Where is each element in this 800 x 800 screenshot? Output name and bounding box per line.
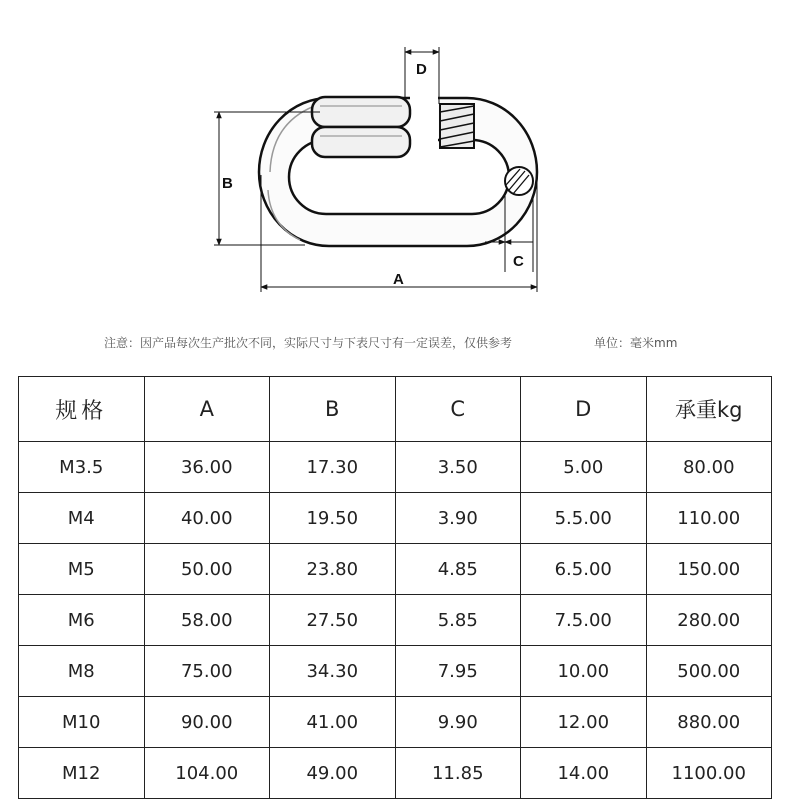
header-b: B bbox=[270, 377, 396, 442]
table-row bbox=[19, 697, 772, 748]
cell-b: 17.30 bbox=[270, 442, 396, 493]
cell-load: 280.00 bbox=[646, 595, 772, 646]
cell-d: 6.5.00 bbox=[521, 544, 647, 595]
cell-d: 12.00 bbox=[521, 697, 647, 748]
cell-load: 150.00 bbox=[646, 544, 772, 595]
cell-load: 880.00 bbox=[646, 697, 772, 748]
cell-a: 90.00 bbox=[144, 697, 270, 748]
table-row bbox=[19, 442, 772, 493]
disclaimer-note: 注意：因产品每次生产批次不同，实际尺寸与下表尺寸有一定误差，仅供参考 bbox=[104, 336, 513, 350]
cell-c: 3.50 bbox=[395, 442, 521, 493]
cell-d: 7.5.00 bbox=[521, 595, 647, 646]
label-c: C bbox=[513, 253, 524, 270]
label-a: A bbox=[393, 271, 404, 288]
cell-a: 104.00 bbox=[144, 748, 270, 799]
cell-c: 11.85 bbox=[395, 748, 521, 799]
cell-spec: M6 bbox=[19, 595, 145, 646]
header-d: D bbox=[521, 377, 647, 442]
cell-d: 14.00 bbox=[521, 748, 647, 799]
quick-link-diagram bbox=[0, 0, 800, 310]
cell-b: 41.00 bbox=[270, 697, 396, 748]
cell-c: 4.85 bbox=[395, 544, 521, 595]
cell-a: 58.00 bbox=[144, 595, 270, 646]
table-header-row bbox=[19, 377, 772, 442]
cell-d: 5.5.00 bbox=[521, 493, 647, 544]
cell-d: 5.00 bbox=[521, 442, 647, 493]
table-row bbox=[19, 748, 772, 799]
cell-spec: M8 bbox=[19, 646, 145, 697]
header-spec: 规格 bbox=[19, 377, 145, 442]
table-row bbox=[19, 493, 772, 544]
cell-b: 19.50 bbox=[270, 493, 396, 544]
cell-b: 27.50 bbox=[270, 595, 396, 646]
nut-sleeve bbox=[312, 97, 410, 157]
cell-a: 36.00 bbox=[144, 442, 270, 493]
cell-load: 500.00 bbox=[646, 646, 772, 697]
cell-spec: M3.5 bbox=[19, 442, 145, 493]
table-row bbox=[19, 595, 772, 646]
table-row bbox=[19, 646, 772, 697]
header-load: 承重kg bbox=[646, 377, 772, 442]
label-b: B bbox=[222, 175, 233, 192]
cell-spec: M5 bbox=[19, 544, 145, 595]
table-row bbox=[19, 544, 772, 595]
header-a: A bbox=[144, 377, 270, 442]
wire-cross-section bbox=[505, 167, 533, 195]
cell-c: 7.95 bbox=[395, 646, 521, 697]
header-c: C bbox=[395, 377, 521, 442]
unit-note: 单位：毫米mm bbox=[594, 336, 678, 350]
cell-spec: M12 bbox=[19, 748, 145, 799]
cell-spec: M4 bbox=[19, 493, 145, 544]
spec-table bbox=[18, 376, 772, 799]
cell-b: 23.80 bbox=[270, 544, 396, 595]
cell-load: 1100.00 bbox=[646, 748, 772, 799]
cell-a: 40.00 bbox=[144, 493, 270, 544]
cell-b: 49.00 bbox=[270, 748, 396, 799]
label-d: D bbox=[416, 61, 427, 78]
cell-d: 10.00 bbox=[521, 646, 647, 697]
note-row bbox=[0, 330, 800, 354]
cell-c: 9.90 bbox=[395, 697, 521, 748]
cell-b: 34.30 bbox=[270, 646, 396, 697]
cell-load: 80.00 bbox=[646, 442, 772, 493]
cell-c: 5.85 bbox=[395, 595, 521, 646]
cell-spec: M10 bbox=[19, 697, 145, 748]
cell-a: 75.00 bbox=[144, 646, 270, 697]
cell-a: 50.00 bbox=[144, 544, 270, 595]
cell-c: 3.90 bbox=[395, 493, 521, 544]
cell-load: 110.00 bbox=[646, 493, 772, 544]
screw-thread bbox=[440, 104, 474, 148]
